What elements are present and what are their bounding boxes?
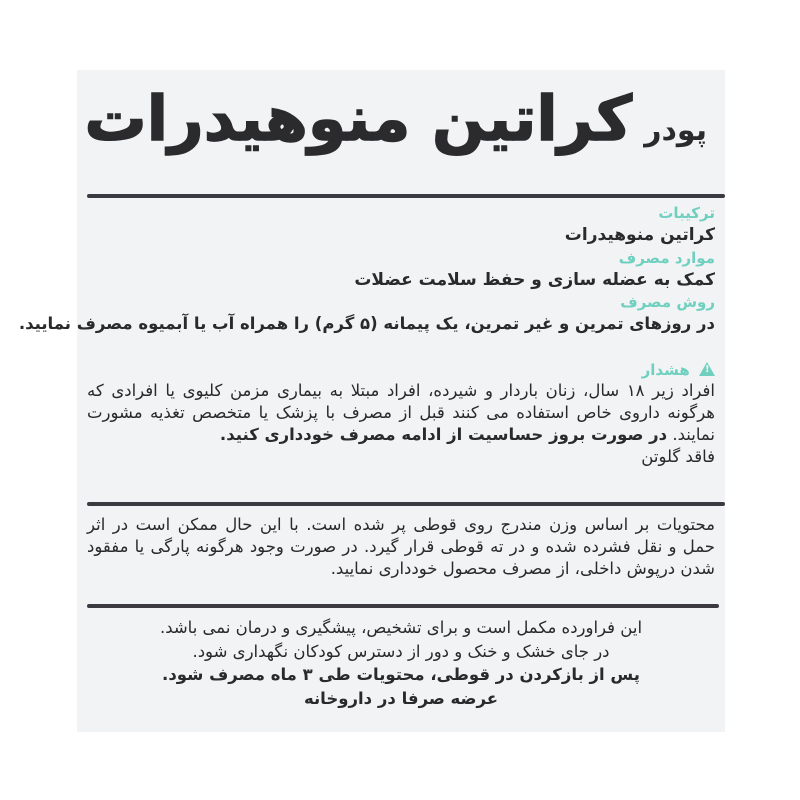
ingredients-section (87, 203, 715, 247)
divider-top (87, 194, 725, 198)
directions-value: در روزهای تمرین و غیر تمرین، یک پیمانه (۵ گرم) را همراه آب یا آبمیوه مصرف نمایید. (18, 314, 715, 333)
warning-heading: هشدار (641, 361, 690, 379)
directions-heading: روش مصرف (620, 293, 715, 311)
gluten-free-note: فاقد گلوتن (641, 447, 715, 466)
contents-notice: محتویات بر اساس وزن مندرج روی قوطی پر شده است. با این حال ممکن است در اثر حمل و نقل فشرده شده و در ته قوطی قرار گیرد. در صورت وجود هرگونه پارگی یا مفقود شدن درپوش داخلی، از مصرف محصول خودداری نمایید. (87, 515, 715, 578)
directions-section (18, 292, 715, 336)
product-title (84, 82, 707, 155)
title-prefix: پودر (644, 113, 707, 148)
ingredients-heading: ترکیبات (658, 204, 715, 222)
divider-bottom (87, 604, 719, 608)
warning-text (87, 380, 715, 446)
contents-notice-section (87, 514, 715, 580)
ingredients-value: کراتین منوهیدرات (564, 225, 715, 245)
warning-paragraph: افراد زیر ۱۸ سال، زنان باردار و شیرده، افراد مبتلا به بیماری مزمن کلیوی یا افرادی که هرگونه داروی خاص استفاده می کنند قبل از مصرف با پزشک یا متخصص تغذیه مشورت نمایند. (87, 381, 715, 444)
footer-line-1: این فراورده مکمل است و برای تشخیص، پیشگیری و درمان نمی باشد. (159, 618, 643, 637)
usage-section (87, 248, 715, 292)
usage-value: کمک به عضله سازی و حفظ سلامت عضلات (354, 270, 715, 290)
footer-line-2: در جای خشک و خنک و دور از دسترس کودکان نگهداری شود. (192, 641, 610, 661)
title-main: کراتین منوهیدرات (84, 82, 633, 155)
product-label (18, 70, 725, 732)
warning-heading-row (87, 360, 715, 380)
footer-line-4: عرضه صرفا در داروخانه (303, 688, 499, 708)
footer-line-3: پس از بازکردن در قوطی، محتویات طی ۳ ماه مصرف شود. (162, 665, 640, 684)
footer-section (87, 616, 715, 710)
warning-triangle-icon (699, 362, 715, 376)
warning-allergy-notice: در صورت بروز حساسیت از ادامه مصرف خودداری کنید. (219, 425, 668, 444)
usage-heading: موارد مصرف (618, 249, 715, 267)
divider-middle (87, 502, 725, 506)
warning-section (87, 360, 715, 468)
